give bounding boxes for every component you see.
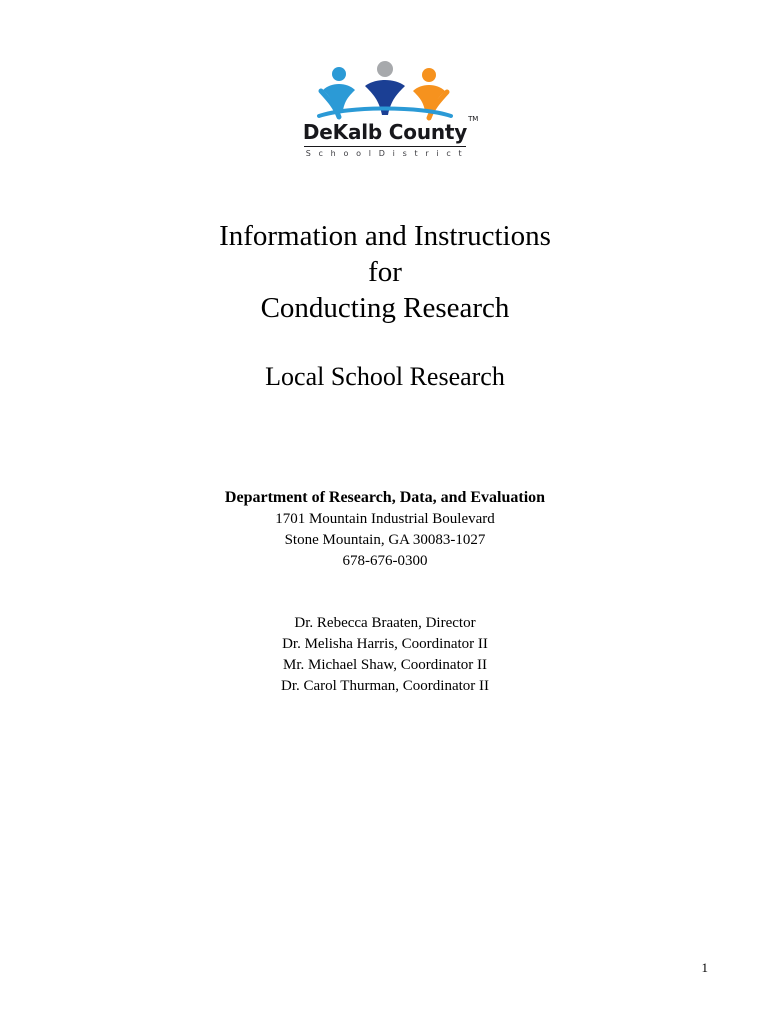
- title-line-1: Information and Instructions: [219, 220, 551, 252]
- title-spacer: [0, 326, 770, 360]
- logo-subtitle-label: S c h o o l D i s t r i c t: [305, 149, 465, 158]
- staff-member: Dr. Rebecca Braaten, Director: [294, 615, 476, 631]
- logo-wordmark: [300, 115, 479, 158]
- title-line-2: for: [368, 256, 402, 288]
- page-number: 1: [701, 960, 708, 975]
- organization-logo: [0, 60, 770, 158]
- department-block: [0, 487, 770, 572]
- staff-member: Dr. Carol Thurman, Coordinator II: [280, 678, 489, 694]
- department-phone: 678-676-0300: [342, 553, 428, 569]
- logo-divider: [304, 146, 466, 147]
- dekalb-county-people-figures-icon: [309, 60, 461, 122]
- title-line-3: Conducting Research: [260, 292, 510, 324]
- staff-member: Dr. Melisha Harris, Coordinator II: [282, 636, 488, 652]
- department-address-line-1: 1701 Mountain Industrial Boulevard: [275, 511, 495, 527]
- staff-member: Mr. Michael Shaw, Coordinator II: [283, 657, 487, 673]
- logo-title-label: DeKalb County: [302, 120, 468, 144]
- page-title: [0, 218, 770, 394]
- logo-title-text: [302, 115, 479, 144]
- staff-list: [0, 613, 770, 697]
- page-subtitle: Local School Research: [265, 362, 505, 391]
- trademark-symbol: TM: [468, 115, 479, 123]
- department-name: Department of Research, Data, and Evaluation: [224, 489, 546, 506]
- department-address-line-2: Stone Mountain, GA 30083-1027: [284, 532, 486, 548]
